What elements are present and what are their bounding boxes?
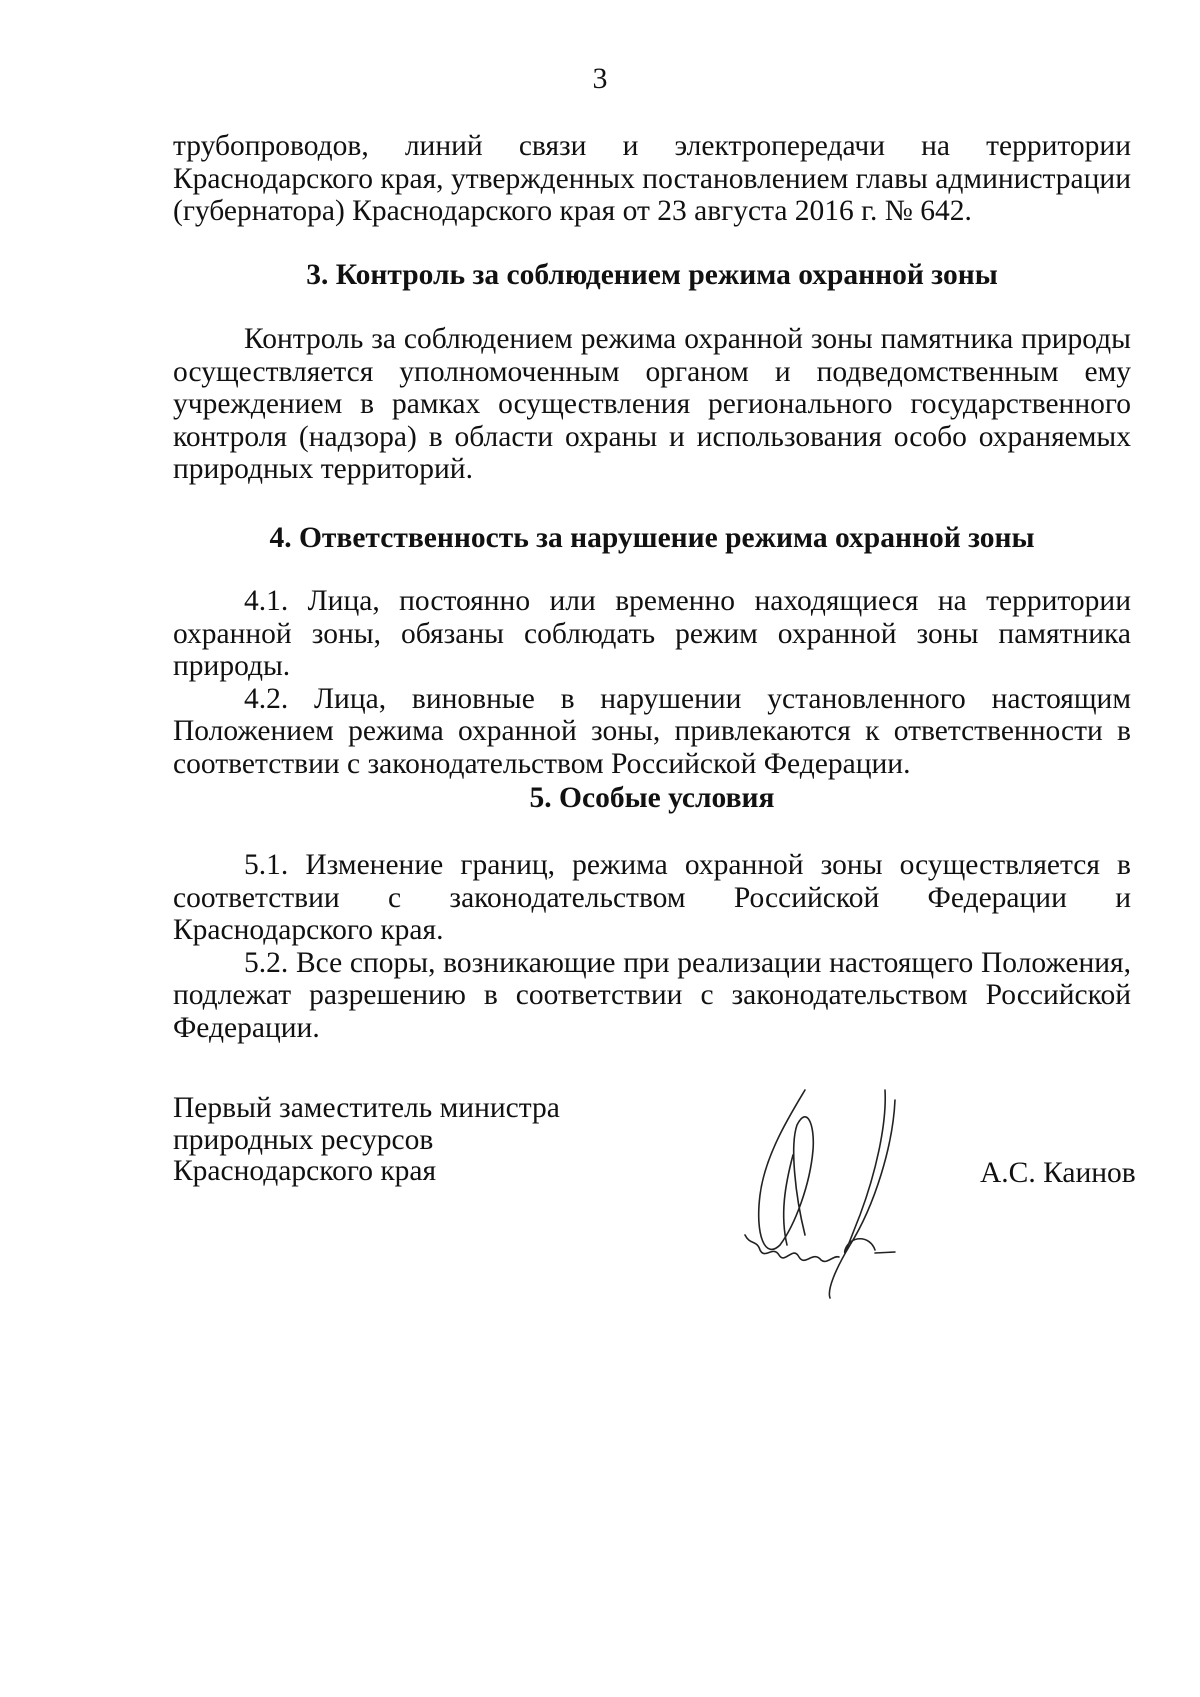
section-5-item-2: 5.2. Все споры, возникающие при реализации настоящего Положения, подлежат разрешению в соответствии с законодательством Российской Федерации.	[173, 946, 1131, 1044]
section-5-heading: 5. Особые условия	[529, 782, 775, 814]
section-5-item-1: 5.1. Изменение границ, режима охранной зоны осуществляется в соответствии с законодательством Российской Федерации и Краснодарского края.	[173, 849, 1131, 946]
signatory-position-line-2: природных ресурсов	[173, 1123, 434, 1156]
section-5-body	[173, 849, 1131, 1044]
signatory-position-line-3: Краснодарского края	[173, 1155, 437, 1187]
section-4-heading: 4. Ответственность за нарушение режима охранной зоны	[269, 522, 1035, 554]
section-3-paragraph: Контроль за соблюдением режима охранной зоны памятника природы осуществляется уполномоченным органом и подведомственным ему учреждением в рамках осуществления регионального государственного контроля (надзора) в области охраны и использования особо охраняемых природных территорий.	[173, 323, 1131, 485]
section-3-heading: 3. Контроль за соблюдением режима охранной зоны	[306, 259, 998, 291]
intro-paragraph-text: трубопроводов, линий связи и электропередачи на территории Краснодарского края, утвержденных постановлением главы администрации (губернатора) Краснодарского края от 23 августа 2016 г. № 642.	[173, 130, 1131, 227]
signatory-position-line-1: Первый заместитель министра	[173, 1092, 560, 1124]
section-4-item-2: 4.2. Лица, виновные в нарушении установленного настоящим Положением режима охранной зоны, привлекаются к ответственности в соответствии с законодательством Российской Федерации.	[173, 682, 1131, 780]
page-number: 3	[592, 62, 608, 95]
section-3-body	[173, 323, 1131, 486]
intro-paragraph	[173, 130, 1131, 228]
signatory-position	[173, 1093, 560, 1188]
section-4-body	[173, 585, 1131, 780]
section-4-item-1: 4.1. Лица, постоянно или временно находящиеся на территории охранной зоны, обязаны соблюдать режим охранной зоны памятника природы.	[173, 585, 1131, 682]
signatory-name: А.С. Каинов	[980, 1157, 1136, 1189]
signature-icon	[735, 1085, 920, 1300]
